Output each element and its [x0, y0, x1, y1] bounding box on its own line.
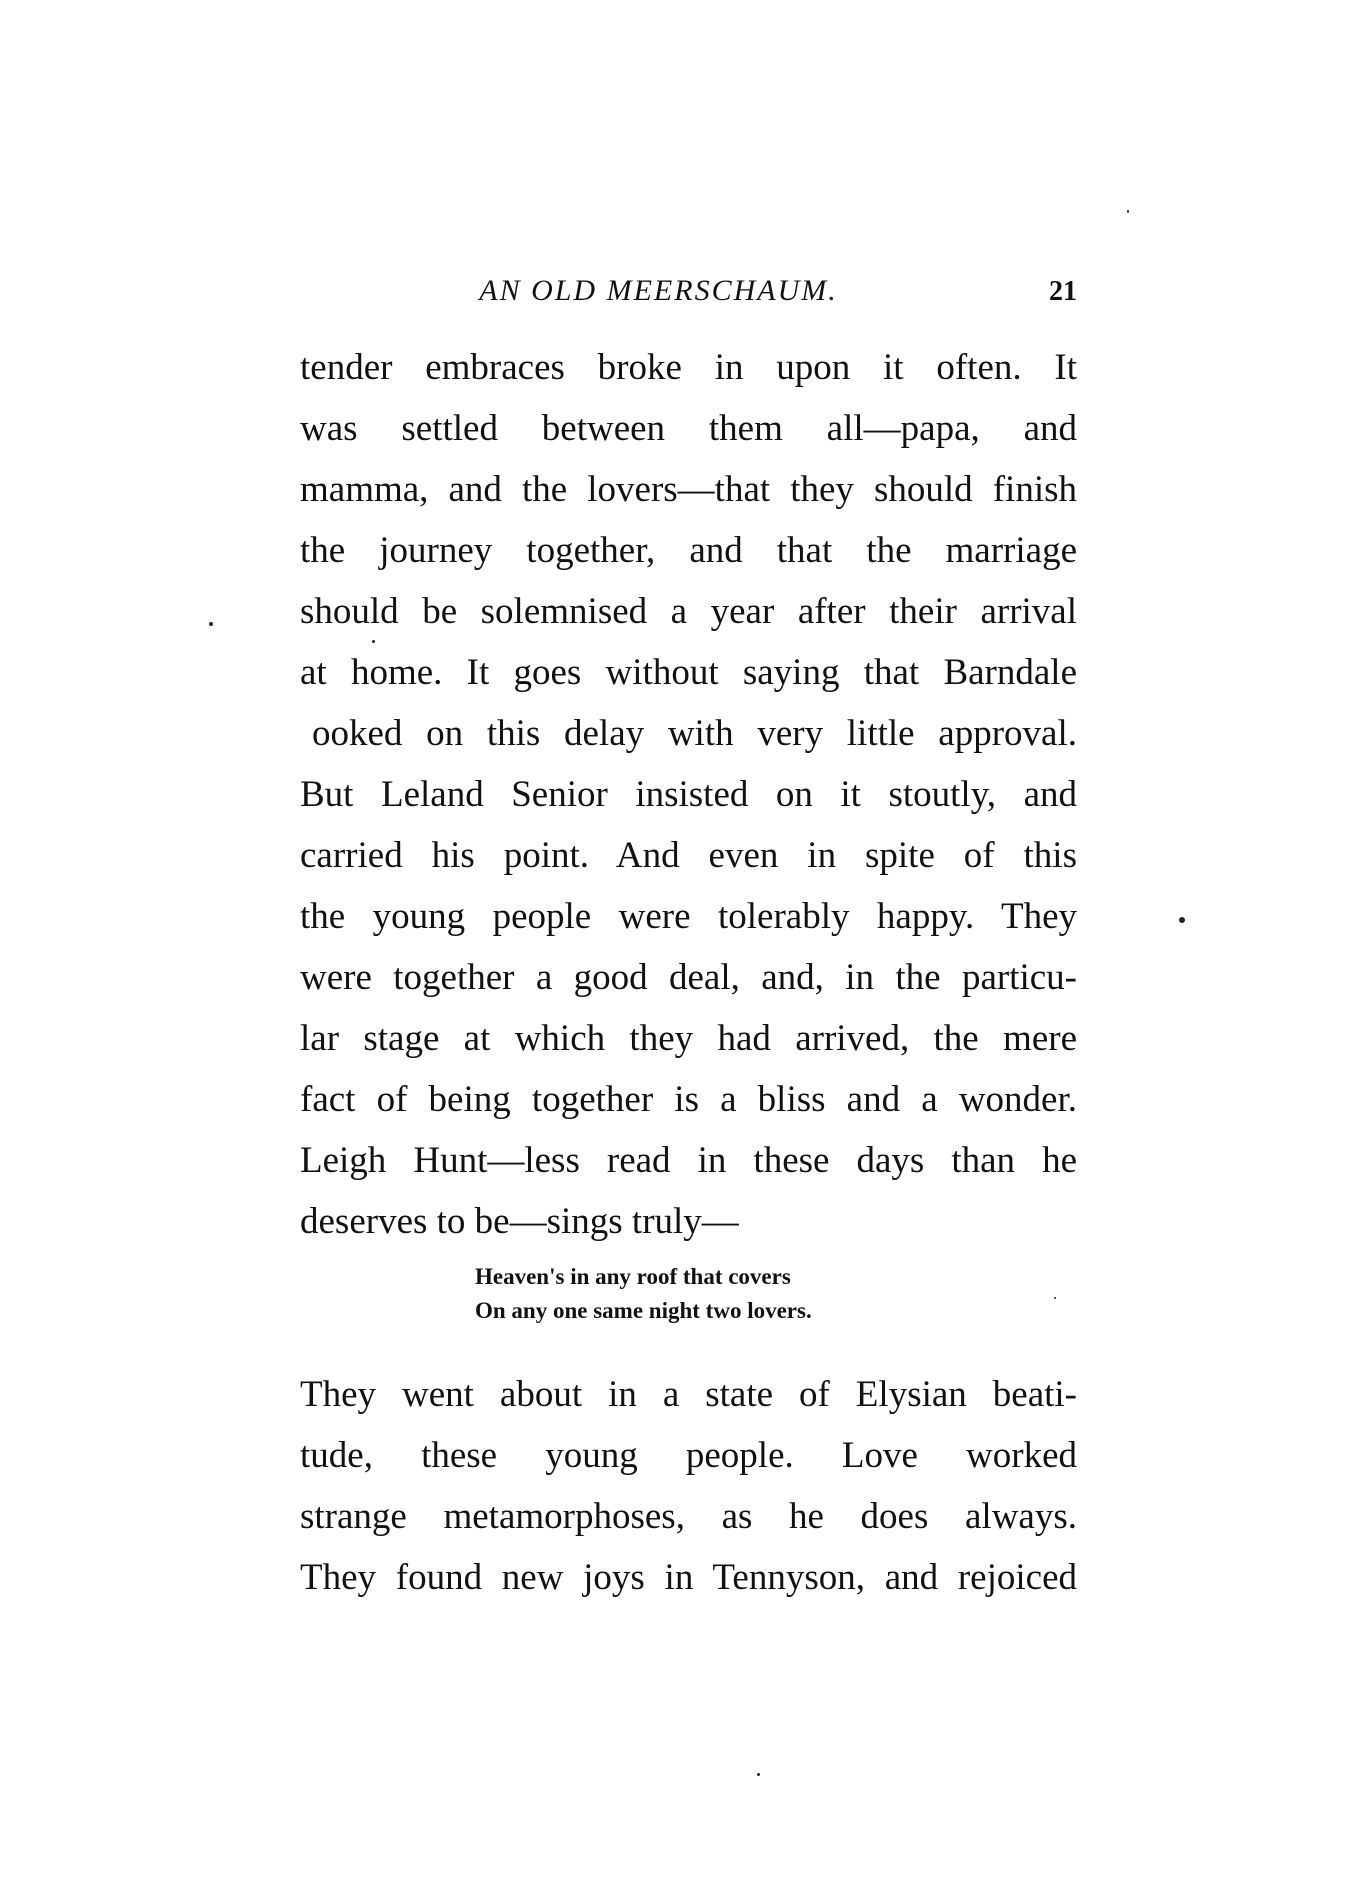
text-line: the young people were tolerably happy. They [300, 896, 1077, 937]
paragraph-1 [300, 337, 1077, 1252]
verse-line: On any one same night two lovers. [475, 1298, 812, 1323]
text-line: Leigh Hunt—less read in these days than he [300, 1140, 1077, 1181]
scan-speck [1054, 1297, 1056, 1299]
paragraph-2 [300, 1364, 1077, 1608]
scan-speck [372, 640, 375, 643]
verse-quotation [475, 1260, 812, 1328]
scan-speck [1127, 210, 1129, 213]
scan-speck [1179, 917, 1185, 923]
verse-line: Heaven's in any roof that covers [475, 1264, 791, 1289]
text-line: But Leland Senior insisted on it stoutly, and [300, 774, 1077, 815]
page-header [300, 268, 1077, 318]
text-line: They went about in a state of Elysian beati- [300, 1374, 1077, 1415]
text-line: ooked on this delay with very little approval. [312, 713, 1077, 754]
text-line: deserves to be—sings truly— [300, 1201, 739, 1242]
running-title: AN OLD MEERSCHAUM. [479, 274, 838, 307]
page-number: 21 [1049, 276, 1077, 307]
text-line: fact of being together is a bliss and a wonder. [300, 1079, 1077, 1120]
text-line: tender embraces broke in upon it often. It [300, 347, 1077, 388]
text-line: carried his point. And even in spite of this [300, 835, 1077, 876]
text-line: were together a good deal, and, in the particu- [300, 957, 1077, 998]
scan-speck [209, 622, 213, 626]
scan-speck [757, 1773, 760, 1776]
text-line: strange metamorphoses, as he does always. [300, 1496, 1077, 1537]
text-line: tude, these young people. Love worked [300, 1435, 1077, 1476]
text-line: They found new joys in Tennyson, and rejoiced [300, 1557, 1077, 1598]
text-line: the journey together, and that the marriage [300, 530, 1077, 571]
text-line: was settled between them all—papa, and [300, 408, 1077, 449]
text-line: mamma, and the lovers—that they should finish [300, 469, 1077, 510]
text-line: at home. It goes without saying that Barndale [300, 652, 1077, 693]
text-line: lar stage at which they had arrived, the mere [300, 1018, 1077, 1059]
text-line: should be solemnised a year after their arrival [300, 591, 1077, 632]
